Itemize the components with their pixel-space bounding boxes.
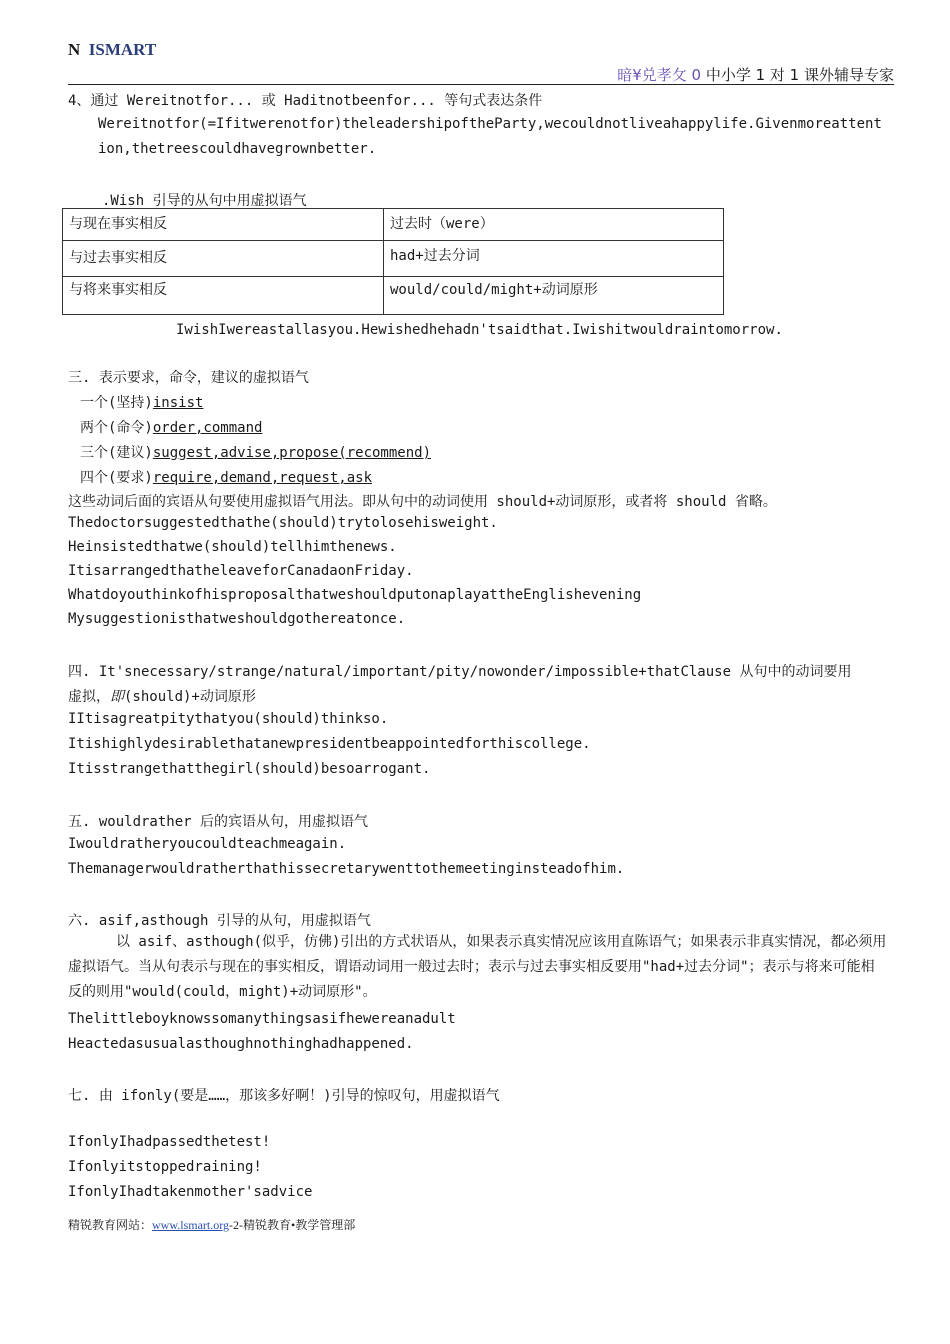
sec6-example: Heactedasusualasthoughnothinghadhappened. xyxy=(68,1036,414,1052)
sec6-example: Thelittleboyknowssomanythingsasifhewereanadult xyxy=(68,1011,456,1027)
sec3-example: Thedoctorsuggestedthathe(should)trytolosehisweight. xyxy=(68,515,498,531)
table-cell: 与将来事实相反 xyxy=(63,277,384,315)
sec4b-heading-line2 xyxy=(68,686,256,706)
sec3-item xyxy=(80,467,372,487)
item-words: suggest,advise,propose(recommend) xyxy=(152,445,432,461)
footer-suffix: -2-精锐教育•教学管理部 xyxy=(229,1218,356,1232)
tagline-text: 中小学 1 对 1 课外辅导专家 xyxy=(705,66,894,84)
sec3-example: Mysuggestionisthatweshouldgothereatonce. xyxy=(68,611,406,627)
sec3-item xyxy=(80,442,431,462)
sec3-heading: 三. 表示要求，命令，建议的虚拟语气 xyxy=(68,370,309,386)
footer-prefix: 精锐教育网站： xyxy=(68,1218,153,1232)
table-cell: 与过去事实相反 xyxy=(63,241,384,277)
sec3-note: 这些动词后面的宾语从句要使用虚拟语气用法。即从句中的动词使用 should+动词原形，或者将 should 省略。 xyxy=(68,494,777,510)
table-cell: would/could/might+动词原形 xyxy=(384,277,724,315)
header-rule xyxy=(68,84,894,85)
heading-part: (should)+动词原形 xyxy=(124,689,256,705)
item-words: require,demand,request,ask xyxy=(152,470,373,486)
item-label: 三个(建议) xyxy=(80,445,153,461)
item-label: 一个(坚持) xyxy=(80,395,153,411)
sec7-example: Ifonlyitstoppedraining! xyxy=(68,1159,262,1175)
item-label: 两个(命令) xyxy=(80,420,153,436)
heading-part: 虚拟， xyxy=(68,689,110,705)
heading-part-italic: 即 xyxy=(110,689,124,705)
logo-letter: N xyxy=(68,40,81,59)
table-row xyxy=(63,209,724,241)
logo-text: ISMART xyxy=(88,40,157,59)
sec3-example: WhatdoyouthinkofhisproposalthatweshouldputonaplayattheEnglishevening xyxy=(68,587,642,603)
brand-logo xyxy=(68,40,156,60)
wish-title: .Wish 引导的从句中用虚拟语气 xyxy=(102,193,307,209)
wish-examples: IwishIwereastallasyou.Hewishedhehadn'tsaidthat.Iwishitwouldraintomorrow. xyxy=(176,322,783,338)
item-label: 四个(要求) xyxy=(80,470,153,486)
sec7-heading: 七. 由 ifonly(要是……，那该多好啊！)引导的惊叹句，用虚拟语气 xyxy=(68,1088,500,1104)
table-cell: 与现在事实相反 xyxy=(63,209,384,241)
sec7-example: IfonlyIhadpassedthetest! xyxy=(68,1134,271,1150)
tagline-prefix: 暗¥兑孝攵 0 xyxy=(617,66,706,84)
sec6-paragraph: 以 asif、asthough(似乎，仿佛)引出的方式状语从，如果表示真实情况应该用直陈语气；如果表示非真实情况，都必须用虚拟语气。当从句表示与现在的事实相反，谓语动词用一般过去时；表示与过去事实相反要用"had+过去分词"；表示与将来可能相反的则用"would(could，might)+动词原形"。 xyxy=(68,934,887,1000)
sec4b-example: IItisagreatpitythatyou(should)thinkso. xyxy=(68,711,389,727)
sec7-example: IfonlyIhadtakenmother'sadvice xyxy=(68,1184,313,1200)
sec6-heading: 六. asif,asthough 引导的从句，用虚拟语气 xyxy=(68,913,371,929)
item-words: order,command xyxy=(152,420,263,436)
sec4b-example: Itisstrangethatthegirl(should)besoarrogant. xyxy=(68,761,431,777)
sec4-example-line2: ion,thetreescouldhavegrownbetter. xyxy=(98,141,377,157)
sec3-example: ItisarrangedthatheleaveforCanadaonFriday. xyxy=(68,563,414,579)
sec4-example-line1: Wereitnotfor(=Ifitwerenotfor)theleadershipoftheParty,wecouldnotliveahappylife.Givenmoreattent xyxy=(98,116,882,132)
sec5-example: Themanagerwouldratherthathissecretarywenttothemeetinginsteadofhim. xyxy=(68,861,625,877)
sec4b-heading-line1: 四. It'snecessary/strange/natural/important/pity/nowonder/impossible+thatClause 从句中的动词要用 xyxy=(68,664,852,680)
sec4-heading: 4、通过 Wereitnotfor... 或 Haditnotbeenfor... 等句式表达条件 xyxy=(68,93,543,109)
sec4b-example: Itishighlydesirablethatanewpresidentbeappointedforthiscollege. xyxy=(68,736,591,752)
website-link[interactable]: www.lsmart.org xyxy=(152,1218,230,1232)
header-tagline xyxy=(617,64,894,85)
table-cell: had+过去分词 xyxy=(384,241,724,277)
sec3-example: Heinsistedthatwe(should)tellhimthenews. xyxy=(68,539,397,555)
item-words: insist xyxy=(152,395,204,411)
sec3-item xyxy=(80,417,262,437)
sec5-example: Iwouldratheryoucouldteachmeagain. xyxy=(68,836,347,852)
sec5-heading: 五. wouldrather 后的宾语从句，用虚拟语气 xyxy=(68,814,369,830)
page-footer xyxy=(68,1216,355,1233)
table-cell: 过去时（were） xyxy=(384,209,724,241)
table-row xyxy=(63,241,724,277)
wish-table xyxy=(62,208,724,315)
sec3-item xyxy=(80,392,203,412)
table-row xyxy=(63,277,724,315)
